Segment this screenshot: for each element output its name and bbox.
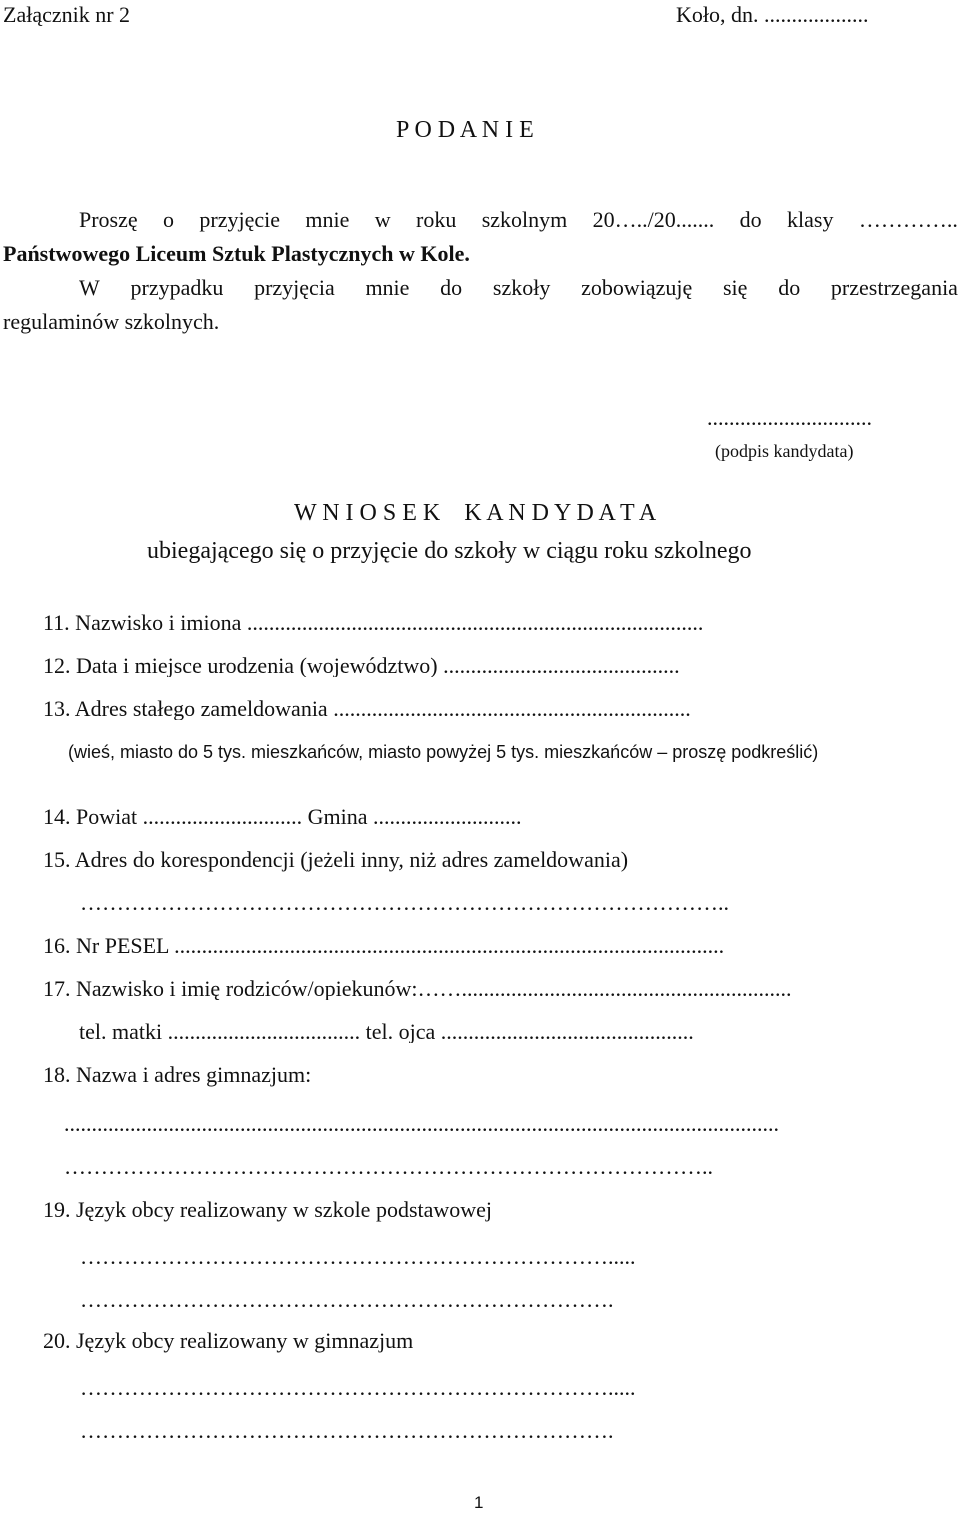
field-16-pesel: 16. Nr PESEL .................................................................................................... — [43, 935, 725, 957]
podanie-line-3-word: do — [778, 275, 801, 300]
field-19-fill-line-2: ………………………………………………………………. — [80, 1289, 614, 1311]
podanie-line-3 — [79, 277, 958, 299]
field-19-fill-line-1: ………………………………………………………………..... — [80, 1246, 636, 1268]
podanie-line-3-word: przypadku — [130, 275, 224, 300]
podanie-line-1-word: 20…../20....... — [592, 207, 715, 232]
field-20-fill-line-1: ………………………………………………………………..... — [80, 1377, 636, 1399]
podanie-line-1-word: roku — [416, 207, 457, 232]
field-17-phone-numbers: tel. matki ................................... tel. ojca .............................................. — [79, 1021, 694, 1043]
field-19-language-primary: 19. Język obcy realizowany w szkole podstawowej — [43, 1197, 493, 1222]
field-18-middle-school: 18. Nazwa i adres gimnazjum: — [43, 1062, 312, 1087]
podanie-line-3-word: przestrzegania — [830, 275, 958, 300]
field-13-permanent-address: 13. Adres stałego zameldowania ................................................................. — [43, 698, 691, 720]
podanie-line-3-word: W — [79, 275, 100, 300]
signature-label: (podpis kandydata) — [715, 441, 854, 461]
field-13-note: (wieś, miasto do 5 tys. mieszkańców, miasto powyżej 5 tys. mieszkańców – proszę podkreślić) — [68, 742, 819, 762]
podanie-line-1-word: Proszę — [79, 207, 138, 232]
field-17-parents-names: 17. Nazwisko i imię rodziców/opiekunów:……............................................................ — [43, 978, 792, 1000]
field-11-surname-names: 11. Nazwisko i imiona ................................................................................... — [43, 612, 704, 634]
podanie-line-1 — [79, 209, 958, 231]
podanie-line-3-word: do — [440, 275, 463, 300]
podanie-line-1-word: w — [374, 207, 391, 232]
field-12-birth-date-place: 12. Data i miejsce urodzenia (województwo) ........................................... — [43, 655, 680, 677]
podanie-line-3-word: się — [723, 275, 748, 300]
podanie-line-1-word: mnie — [305, 207, 350, 232]
podanie-line-1-word: szkolnym — [481, 207, 568, 232]
field-18-fill-line-1: .................................................................................................................................. — [64, 1113, 779, 1135]
field-20-language-middle: 20. Język obcy realizowany w gimnazjum — [43, 1328, 414, 1353]
page-number: 1 — [474, 1493, 484, 1512]
field-14-county-commune: 14. Powiat ............................. Gmina ........................... — [43, 804, 522, 829]
podanie-line-3-word: zobowiązuję — [581, 275, 693, 300]
field-18-fill-line-2: …………………………………………………………………………….. — [64, 1156, 713, 1178]
wniosek-title: W N I O S E K K A N D Y D A T A — [294, 500, 657, 526]
signature-line: .............................. — [707, 405, 872, 430]
school-name: Państwowego Liceum Sztuk Plastycznych w Kole. — [3, 241, 470, 266]
field-15-correspondence-address: 15. Adres do korespondencji (jeżeli inny, niż adres zameldowania) — [43, 847, 629, 872]
podanie-line-1-word: do — [739, 207, 762, 232]
place-date-field: Koło, dn. ................... — [676, 2, 869, 27]
podanie-line-4: regulaminów szkolnych. — [3, 309, 220, 334]
podanie-line-1-word: klasy — [787, 207, 834, 232]
podanie-line-1-word: o — [163, 207, 175, 232]
attachment-label: Załącznik nr 2 — [3, 2, 131, 27]
field-15-fill-line: …………………………………………………………………………….. — [80, 892, 729, 914]
podanie-line-3-word: mnie — [365, 275, 410, 300]
podanie-line-1-word: ………….. — [858, 207, 958, 232]
podanie-title: P O D A N I E — [396, 117, 534, 143]
field-20-fill-line-2: ………………………………………………………………. — [80, 1420, 614, 1442]
podanie-line-3-word: przyjęcia — [254, 275, 335, 300]
podanie-line-3-word: szkoły — [492, 275, 551, 300]
wniosek-subtitle: ubiegającego się o przyjęcie do szkoły w ciągu roku szkolnego — [147, 538, 752, 564]
podanie-line-1-word: przyjęcie — [199, 207, 281, 232]
